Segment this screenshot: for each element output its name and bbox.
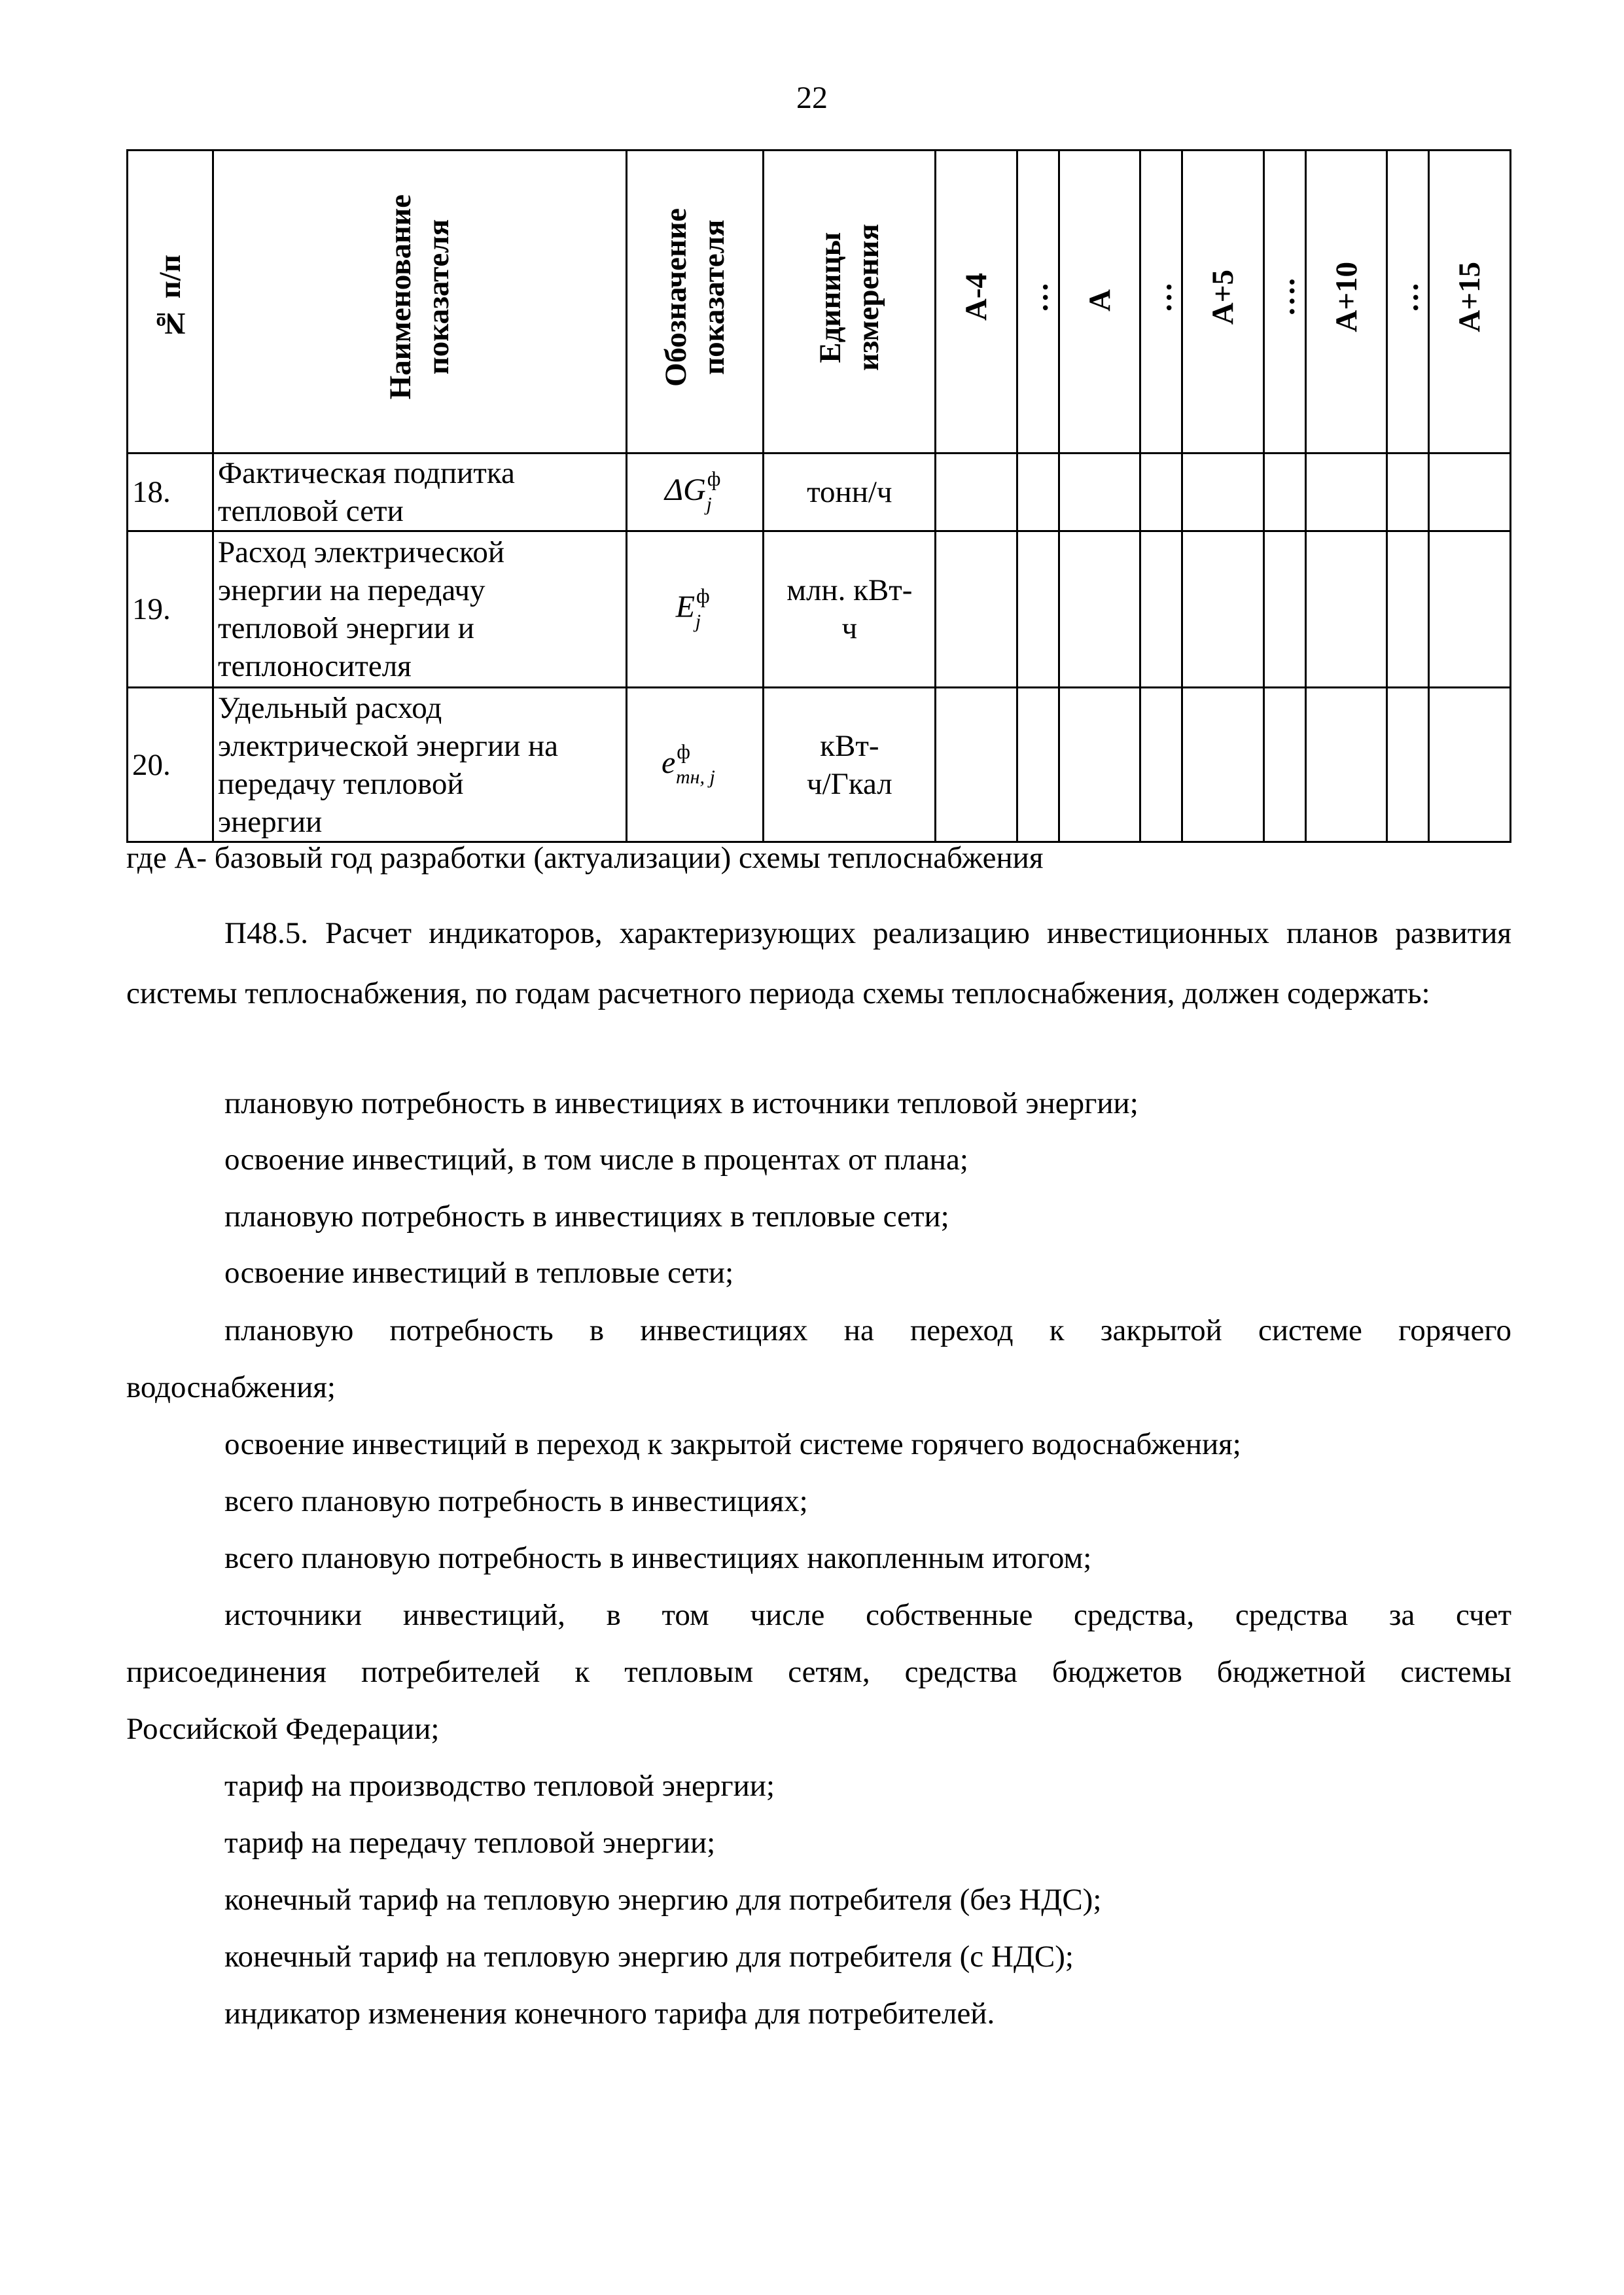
header-year: А+15: [1429, 151, 1511, 454]
page-number: 22: [796, 80, 828, 115]
list-item: освоение инвестиций в тепловые сети;: [224, 1256, 734, 1290]
header-unit: Единицы измерения: [764, 151, 936, 454]
year-cell: [1059, 454, 1140, 531]
year-cell: [1263, 531, 1305, 688]
list-item: источники инвестиций, в том числе собственные средства, средства за счет: [224, 1598, 1511, 1632]
row-symbol: $E^ф_j$: [626, 531, 764, 688]
row-symbol: $\Delta G^ф_j$: [626, 454, 764, 531]
year-cell: [1017, 454, 1059, 531]
list-item-continuation: присоединения потребителей к тепловым сетям, средства бюджетов бюджетной системы: [126, 1655, 1511, 1689]
section-intro-paragraph: П48.5. Расчет индикаторов, характеризующих реализацию инвестиционных планов развития системы теплоснабжения, по годам расчетного периода схемы теплоснабжения, должен содержать:: [126, 916, 1511, 1010]
year-cell: [1182, 454, 1264, 531]
indicators-table: [126, 149, 1511, 843]
year-cell: [1140, 454, 1182, 531]
year-cell: [1429, 454, 1511, 531]
year-cell: [1182, 531, 1264, 688]
year-cell: [1305, 454, 1387, 531]
row-unit: тонн/ч: [764, 454, 936, 531]
year-cell: [1263, 688, 1305, 842]
list-item: освоение инвестиций, в том числе в процентах от плана;: [224, 1143, 968, 1177]
header-year: А+10: [1305, 151, 1387, 454]
header-name: Наименование показателя: [213, 151, 626, 454]
list-item: конечный тариф на тепловую энергию для потребителя (с НДС);: [224, 1940, 1074, 1974]
year-cell: [1429, 688, 1511, 842]
year-cell: [1059, 531, 1140, 688]
list-item: всего плановую потребность в инвестициях накопленным итогом;: [224, 1541, 1092, 1575]
list-item: плановую потребность в инвестициях в тепловые сети;: [224, 1200, 949, 1234]
header-symbol: Обозначение показателя: [626, 151, 764, 454]
year-cell: [1017, 688, 1059, 842]
year-cell: [936, 531, 1017, 688]
header-year: А-4: [936, 151, 1017, 454]
row-name: Расход электрической энергии на передачу тепловой энергии и теплоносителя: [213, 531, 626, 688]
year-cell: [1140, 531, 1182, 688]
header-num: № п/п: [128, 151, 213, 454]
header-year-ellipsis: …: [1017, 151, 1059, 454]
year-cell: [1017, 531, 1059, 688]
list-item: индикатор изменения конечного тарифа для потребителей.: [224, 1997, 995, 2031]
year-cell: [1263, 454, 1305, 531]
header-year-ellipsis: …: [1140, 151, 1182, 454]
header-year-ellipsis: ….: [1263, 151, 1305, 454]
list-item: конечный тариф на тепловую энергию для потребителя (без НДС);: [224, 1883, 1102, 1917]
year-cell: [1387, 688, 1429, 842]
year-cell: [1059, 688, 1140, 842]
table-row: [128, 531, 1511, 688]
header-year: А: [1059, 151, 1140, 454]
row-name: Фактическая подпитка тепловой сети: [213, 454, 626, 531]
list-item: всего плановую потребность в инвестициях;: [224, 1484, 808, 1518]
row-symbol: $e^ф_{тн, j}$: [626, 688, 764, 842]
year-cell: [1429, 531, 1511, 688]
year-cell: [1140, 688, 1182, 842]
list-item-continuation: водоснабжения;: [126, 1370, 336, 1404]
list-item: освоение инвестиций в переход к закрытой системе горячего водоснабжения;: [224, 1427, 1241, 1461]
list-item: плановую потребность в инвестициях в источники тепловой энергии;: [224, 1086, 1139, 1120]
table-footnote: где А- базовый год разработки (актуализации) схемы теплоснабжения: [126, 841, 1044, 875]
list-item: тариф на производство тепловой энергии;: [224, 1769, 775, 1803]
row-number: 19.: [128, 531, 213, 688]
year-cell: [1182, 688, 1264, 842]
list-item: тариф на передачу тепловой энергии;: [224, 1826, 716, 1860]
year-cell: [936, 688, 1017, 842]
list-item-continuation: Российской Федерации;: [126, 1712, 440, 1746]
year-cell: [1387, 454, 1429, 531]
row-unit: кВт- ч/Гкал: [764, 688, 936, 842]
year-cell: [1387, 531, 1429, 688]
row-number: 18.: [128, 454, 213, 531]
table-row: [128, 688, 1511, 842]
list-item: плановую потребность в инвестициях на переход к закрытой системе горячего: [224, 1313, 1511, 1347]
row-number: 20.: [128, 688, 213, 842]
header-year: А+5: [1182, 151, 1264, 454]
row-name: Удельный расход электрической энергии на передачу тепловой энергии: [213, 688, 626, 842]
header-year-ellipsis: …: [1387, 151, 1429, 454]
table-header-row: [128, 151, 1511, 454]
row-unit: млн. кВт- ч: [764, 531, 936, 688]
year-cell: [936, 454, 1017, 531]
year-cell: [1305, 531, 1387, 688]
year-cell: [1305, 688, 1387, 842]
table-row: [128, 454, 1511, 531]
